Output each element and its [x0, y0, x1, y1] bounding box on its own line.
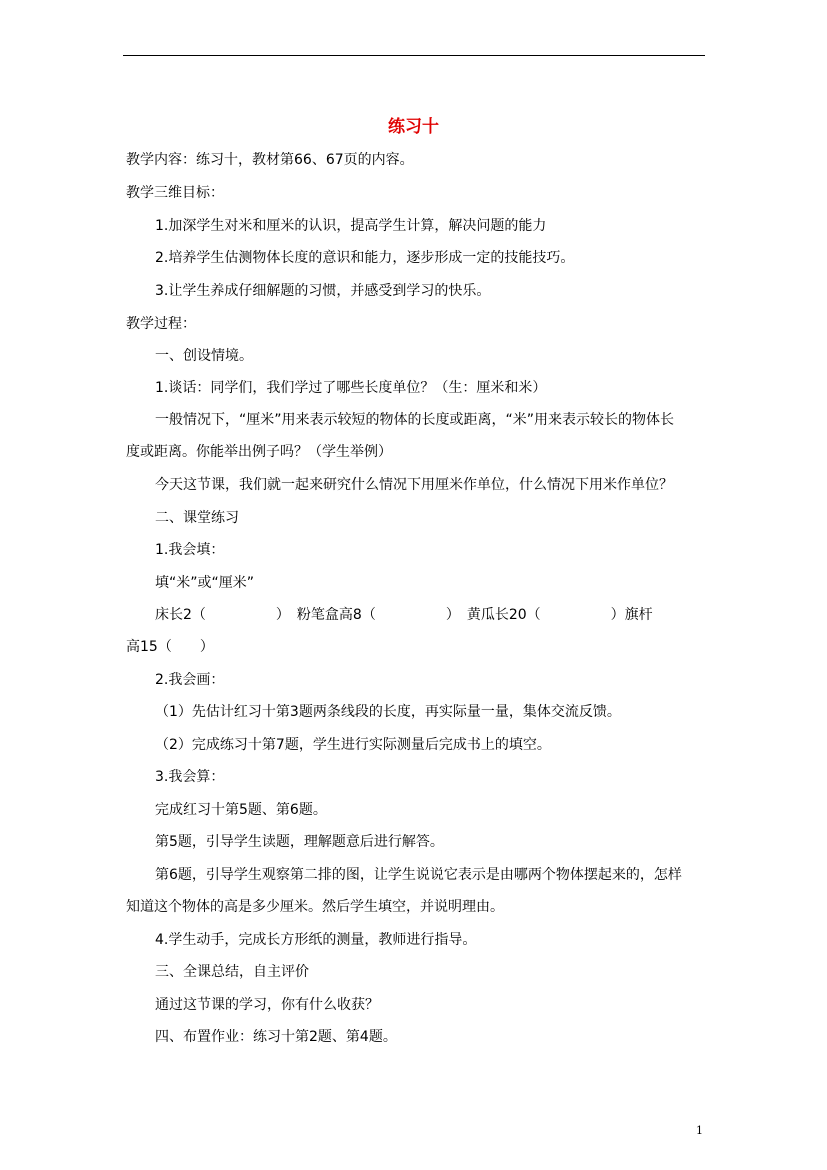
- text-line: （1）先估计红习十第3题两条线段的长度，再实际量一量，集体交流反馈。: [155, 704, 621, 720]
- text-line: 通过这节课的学习，你有什么收获？: [155, 997, 379, 1013]
- text-line: 2.培养学生估测物体长度的意识和能力，逐步形成一定的技能技巧。: [155, 250, 575, 266]
- page-number: 1: [696, 1124, 703, 1137]
- text-line: 四、布置作业：练习十第2题、第4题。: [155, 1029, 397, 1045]
- text-line: 二、课堂练习: [155, 510, 239, 526]
- text-line: 1.谈话：同学们，我们学过了哪些长度单位？（生：厘米和米）: [155, 380, 547, 396]
- text-line: 高15（ ）: [126, 639, 214, 655]
- text-line: 三、全课总结，自主评价: [155, 964, 309, 980]
- document-title: 练习十: [388, 117, 439, 137]
- text-line: 3.我会算：: [155, 769, 225, 785]
- text-line: 3.让学生养成仔细解题的习惯，并感受到学习的快乐。: [155, 283, 491, 299]
- text-line: 一、创设情境。: [155, 348, 253, 364]
- text-line: 完成红习十第5题、第6题。: [155, 802, 327, 818]
- text-line: 教学内容：练习十，教材第66、67页的内容。: [126, 152, 414, 168]
- text-line: 1.加深学生对米和厘米的认识，提高学生计算，解决问题的能力: [155, 218, 547, 234]
- text-line: 2.我会画：: [155, 672, 225, 688]
- text-line: 第6题，引导学生观察第二排的图，让学生说说它表示是由哪两个物体摆起来的，怎样: [155, 867, 682, 883]
- text-line: 教学过程：: [126, 316, 196, 332]
- text-line: 填“米”或“厘米”: [155, 575, 255, 591]
- text-line: 教学三维目标：: [126, 185, 224, 201]
- text-line: 一般情况下，“厘米”用来表示较短的物体的长度或距离，“米”用来表示较长的物体长: [155, 412, 675, 428]
- header-rule: [123, 55, 705, 56]
- text-line: （2）完成练习十第7题，学生进行实际测量后完成书上的填空。: [155, 737, 551, 753]
- text-line: 床长2（ ） 粉笔盒高8（ ） 黄瓜长20（ ）旗杆: [155, 607, 653, 623]
- text-line: 第5题，引导学生读题，理解题意后进行解答。: [155, 834, 444, 850]
- text-line: 今天这节课，我们就一起来研究什么情况下用厘米作单位，什么情况下用米作单位？: [155, 477, 673, 493]
- text-line: 度或距离。你能举出例子吗？（学生举例）: [126, 444, 392, 460]
- text-line: 知道这个物体的高是多少厘米。然后学生填空，并说明理由。: [126, 899, 504, 915]
- text-line: 4.学生动手，完成长方形纸的测量，教师进行指导。: [155, 932, 477, 948]
- text-line: 1.我会填：: [155, 542, 225, 558]
